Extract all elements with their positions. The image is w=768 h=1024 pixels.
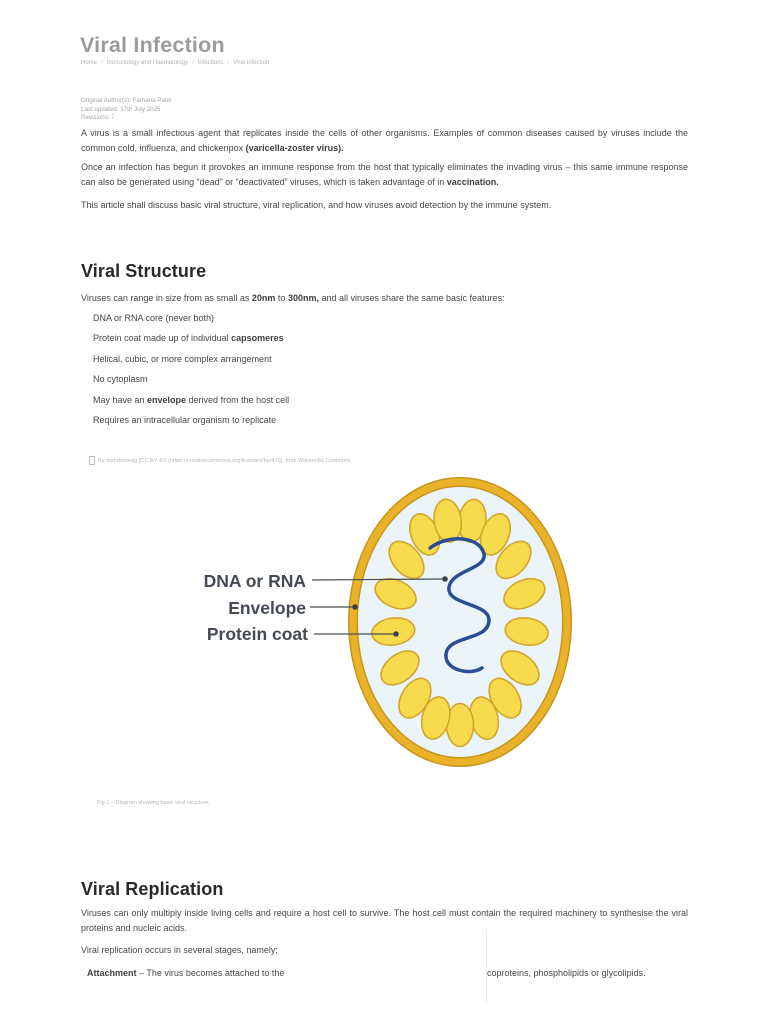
leader-dot-protein-coat [393,631,399,637]
intro-paragraph-1: A virus is a small infectious agent that replicates inside the cells of other organisms. Examples of common diseases caused by viruses include the common cold, influenza, and chickenpox (varicella-zoster virus). [81,128,688,153]
meta-last-updated: Last updated: 17th July 2025 [81,105,161,113]
intro-paragraph-2: Once an infection has begun it provokes an immune response from the host that typically eliminates the invading virus – this same immune response can also be generated using “dead” or “deactivated” viruses, which is taken advantage of in vaccination. [81,162,688,187]
attachment-stage-text-left: Attachment – The virus becomes attached to the [87,968,285,978]
section-heading-viral-structure: Viral Structure [81,261,207,281]
image-attribution [89,456,351,465]
viral-structure-lead: Viruses can range in size from as small as 20nm to 300nm, and all viruses share the same basic features: [81,293,505,303]
replication-paragraph-2: Viral replication occurs in several stages, namely; [81,945,278,955]
overlay-edge-line [486,929,487,1003]
virus-diagram [190,470,590,782]
breadcrumb-separator: / [192,60,194,66]
leader-dot-dna [442,576,448,582]
leader-dot-envelope [352,604,358,610]
breadcrumb [81,60,269,66]
meta-revisions: Revisions: 7 [81,114,115,122]
breadcrumb-separator: / [101,60,103,66]
figure-caption: Fig 1 – Diagram showing basic viral structure. [97,800,211,806]
replication-paragraph-1: Viruses can only multiply inside living cells and require a host cell to survive. The host cell must contain the required machinery to synthesise the viral proteins and nucleic acids. [81,908,688,933]
breadcrumb-separator: / [227,60,230,66]
breadcrumb-item-home[interactable]: Home [81,60,98,66]
feature-list-item: Helical, cubic, or more complex arrangement [93,353,272,364]
attribution-icon [89,456,95,465]
breadcrumb-item-immunology[interactable]: Immunology and Haematology [106,60,189,66]
feature-list-item: No cytoplasm [93,374,148,385]
breadcrumb-item-current: Viral Infection [233,60,270,66]
attribution-text: By domdomegg [CC BY 4.0 (https://creativecommons.org/licenses/by/4.0)], from Wikimedia Commons [98,457,351,464]
viral-structure-feature-list [93,311,289,433]
article-meta [81,97,171,123]
feature-list-item: Protein coat made up of individual capsomeres [93,333,284,344]
section-heading-viral-replication: Viral Replication [81,879,224,899]
diagram-label-envelope: Envelope [228,598,306,618]
feature-list-item: Requires an intracellular organism to replicate [93,414,277,425]
intro-paragraph-3: This article shall discuss basic viral structure, viral replication, and how viruses avoid detection by the immune system. [81,200,552,210]
feature-list-item: DNA or RNA core (never both) [93,313,215,323]
feature-list-item: May have an envelope derived from the host cell [93,394,290,405]
page-title: Viral Infection [80,33,225,57]
diagram-label-protein-coat: Protein coat [206,624,308,644]
attachment-stage-text-right: coproteins, phospholipids or glycolipids. [487,968,646,978]
meta-author: Original Author(s): Farhana Patel [81,97,172,104]
diagram-label-dna: DNA or RNA [203,571,306,591]
breadcrumb-item-infections[interactable]: Infections [197,60,224,66]
